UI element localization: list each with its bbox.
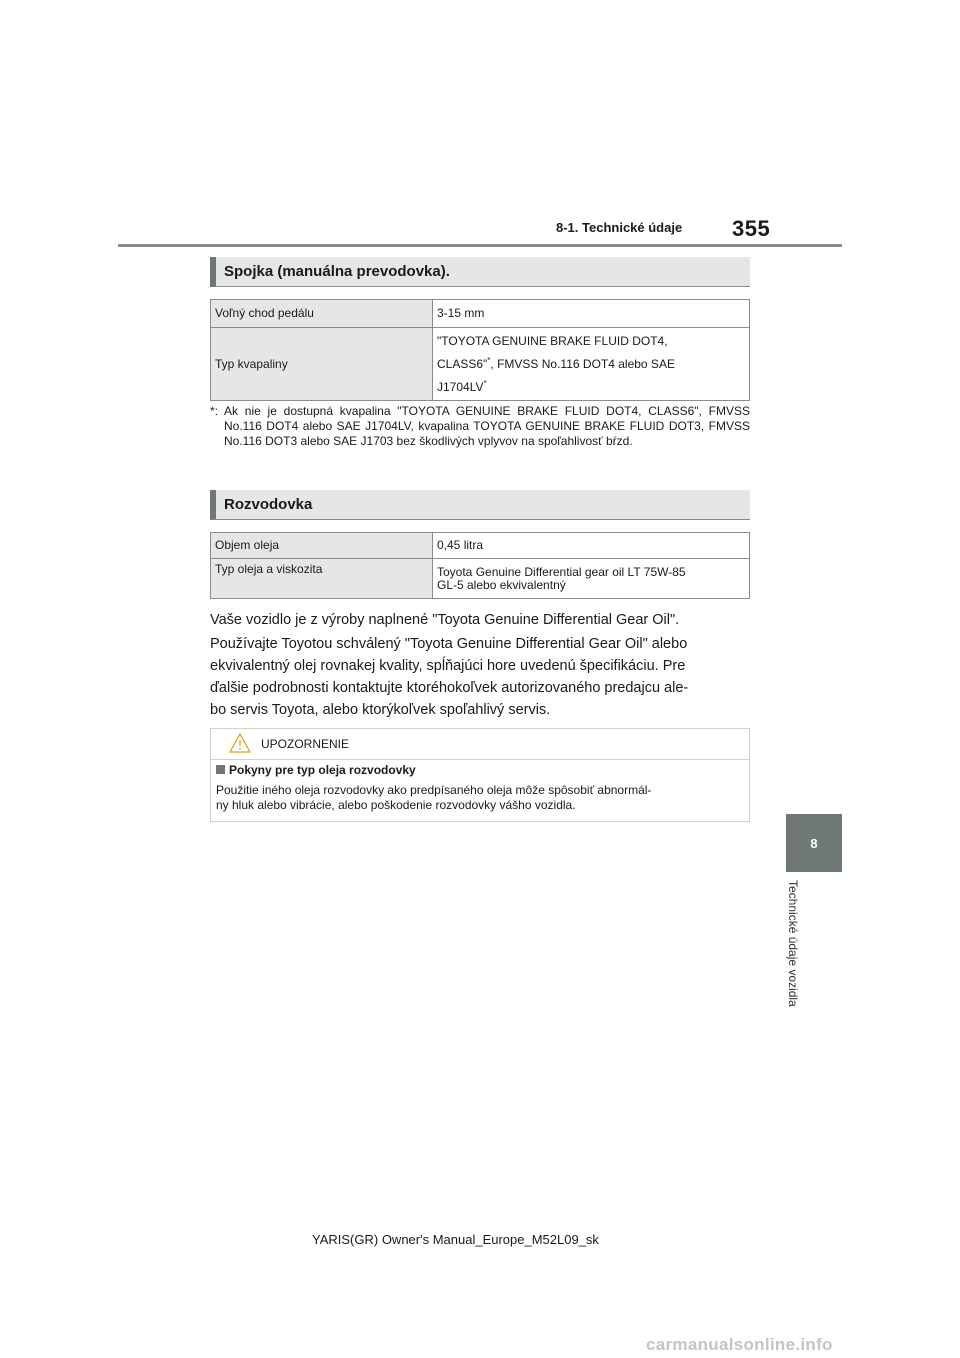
oil-line-1: Toyota Genuine Differential gear oil LT 75W-85 [437, 564, 686, 579]
caution-title: UPOZORNENIE [261, 737, 350, 751]
table-row [211, 300, 750, 328]
table-cell-value [433, 559, 750, 599]
clutch-heading-text: Spojka (manuálna prevodovka). [224, 263, 450, 280]
paragraph-line: Používajte Toyotou schválený "Toyota Genuine Differential Gear Oil" alebo [210, 636, 688, 652]
chapter-title-vertical [786, 880, 806, 1030]
fluid-line-1: "TOYOTA GENUINE BRAKE FLUID DOT4, [437, 334, 668, 348]
footnote-asterisk: * [483, 379, 487, 388]
footnote-text: Ak nie je dostupná kvapalina "TOYOTA GENUINE BRAKE FLUID DOT4, CLASS6", FMVSS No.116 DOT4 alebo SAE J1704LV, kvapalina TOYOTA GENUINE BRAKE FLUID DOT3, FMVSS No.116 DOT3 alebo SAE J1703 bez škodlivých vplyvov na spoľahlivosť bŕzd. [224, 404, 750, 448]
table-row [211, 559, 750, 599]
table-cell-label: Voľný chod pedálu [211, 300, 433, 328]
footer-manual-id: YARIS(GR) Owner's Manual_Europe_M52L09_sk [312, 1232, 599, 1247]
fluid-line-3: , FMVSS No.116 DOT4 alebo SAE [490, 357, 675, 371]
paragraph-recommendation [210, 633, 750, 721]
clutch-spec-table [210, 299, 750, 401]
fluid-line-4: J1704LV [437, 380, 484, 394]
table-row [211, 328, 750, 401]
table-cell-value: 3-15 mm [433, 300, 750, 328]
caution-line: ny hluk alebo vibrácie, alebo poškodenie rozvodovky vášho vozidla. [216, 798, 576, 812]
table-cell-value: 0,45 litra [433, 533, 750, 559]
oil-line-2: GL-5 alebo ekvivalentný [437, 577, 566, 592]
table-cell-label: Typ oleja a viskozita [211, 559, 433, 599]
chapter-tab[interactable] [786, 814, 842, 872]
table-cell-value [433, 328, 750, 401]
chapter-title: Technické údaje vozidla [786, 880, 800, 1007]
paragraph-factory-fill: Vaše vozidlo je z výroby naplnené "Toyota Genuine Differential Gear Oil". [210, 612, 680, 628]
clutch-section-heading [210, 257, 750, 287]
caution-subheading-text: Pokyny pre typ oleja rozvodovky [229, 763, 416, 777]
page-number: 355 [732, 216, 771, 241]
table-row [211, 533, 750, 559]
caution-subheading [216, 763, 416, 777]
watermark: carmanualsonline.info [646, 1335, 833, 1354]
header-divider [118, 244, 842, 247]
paragraph-line: bo servis Toyota, alebo ktorýkoľvek spoľahlivý servis. [210, 702, 551, 718]
caution-line: Použitie iného oleja rozvodovky ako predpísaného oleja môže spôsobiť abnormál- [216, 783, 652, 797]
caution-body [216, 783, 744, 813]
transfer-spec-table [210, 532, 750, 599]
table-cell-label: Typ kvapaliny [211, 328, 433, 401]
paragraph-line: ekvivalentný olej rovnakej kvality, spĺňajúci hore uvedenú špecifikáciu. Pre [210, 658, 686, 674]
bullet-square-icon [216, 765, 225, 774]
section-reference: 8-1. Technické údaje [556, 220, 683, 235]
warning-triangle-icon [229, 733, 251, 758]
footnote [210, 404, 750, 449]
transfer-section-heading [210, 490, 750, 520]
footnote-mark: *: [210, 404, 219, 418]
caution-header [211, 729, 749, 760]
fluid-line-2: CLASS6" [437, 357, 488, 371]
footnote-asterisk: * [487, 356, 491, 365]
caution-box [210, 728, 750, 822]
chapter-number: 8 [810, 835, 818, 851]
paragraph-line: ďalšie podrobnosti kontaktujte ktoréhokoľvek autorizovaného predajcu ale- [210, 680, 689, 696]
table-cell-label: Objem oleja [211, 533, 433, 559]
transfer-heading-text: Rozvodovka [224, 496, 313, 513]
